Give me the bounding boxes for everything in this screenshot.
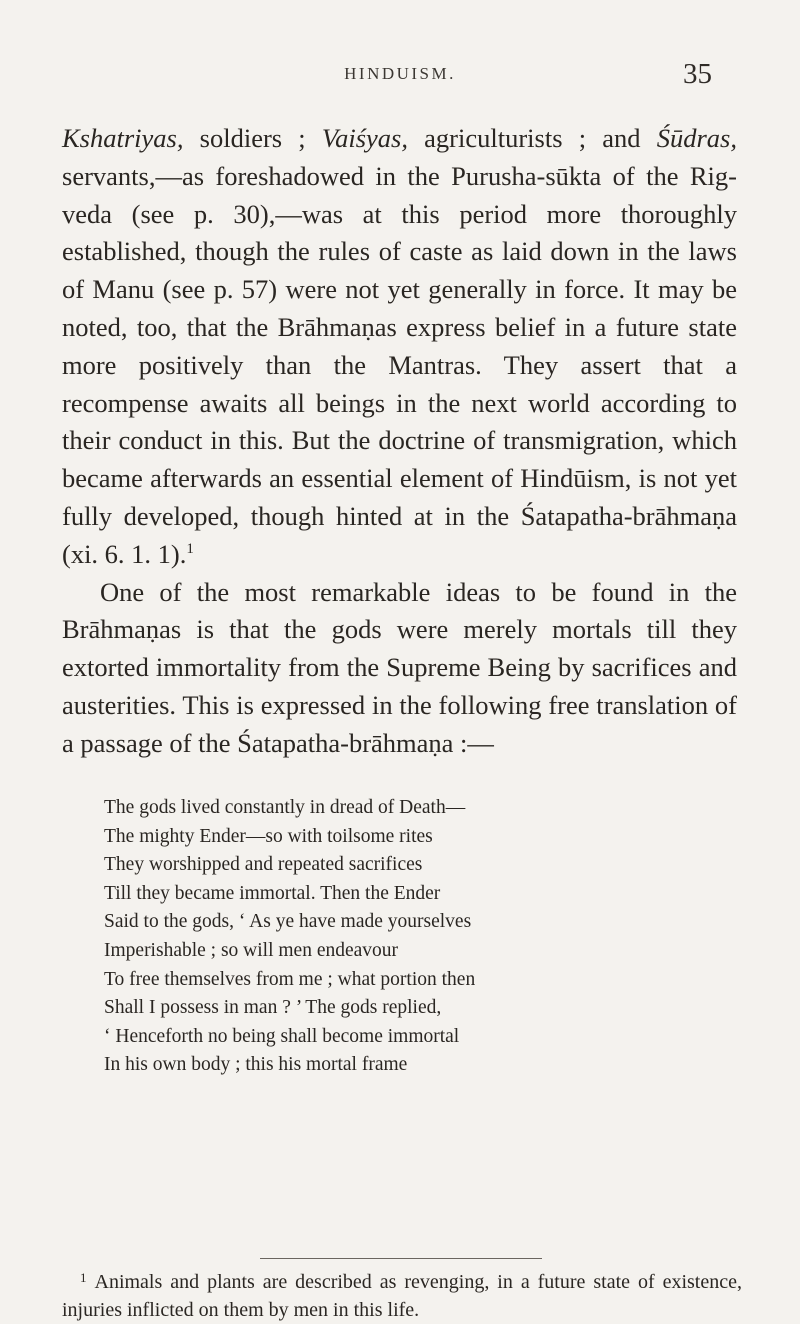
footnote-reference: 1 (186, 540, 194, 557)
verse-line: They worshipped and repeated sacrifices (104, 854, 423, 876)
term-kshatriyas: Kshatriyas, (62, 123, 184, 153)
verse-line: Till they became immortal. Then the Ender (104, 882, 441, 904)
paragraph-1-text-a: soldiers ; (183, 123, 322, 153)
paragraph-1-text-b: agriculturists ; and (407, 123, 657, 153)
verse-line: In his own body ; this his mortal frame (104, 1054, 408, 1076)
verse-line: Shall I possess in man ? ’ The gods replied, (104, 997, 442, 1019)
verse-line: To free themselves from me ; what portion then (104, 968, 476, 990)
footnote-text: Animals and plants are described as revenging, in a future state of existence, injuries inflicted on them by men in this life. (62, 1271, 742, 1321)
footnote (62, 1268, 742, 1324)
page-number: 35 (683, 58, 712, 90)
running-head (0, 58, 800, 96)
footnote-divider (260, 1258, 542, 1259)
verse-block (104, 794, 724, 1080)
paragraph-2-text: One of the most remarkable ideas to be found in the Brāhmaṇas is that the gods were merely mortals till they extorted immortality from the Supreme Being by sacrifices and austerities. This is expressed in the following free translation of a passage of the Śatapatha-brāhmaṇa :— (62, 576, 737, 758)
verse-line: Said to the gods, ‘ As ye have made yourselves (104, 911, 472, 933)
verse-line: The mighty Ender—so with toilsome rites (104, 825, 433, 847)
paragraph-1 (62, 120, 737, 574)
paragraph-1-text-c: servants,—as foreshadowed in the Purusha-sūkta of the Rig-veda (see p. 30),—was at this period more thoroughly established, though the rules of caste as laid down in the laws of Manu (see p. 57) were not yet generally in force. It may be noted, too, that the Brāhmaṇas express belief in a future state more positively than the Mantras. They assert that a recompense awaits all beings in the next world according to their conduct in this. But the doctrine of transmigration, which became afterwards an essential element of Hindūism, is not yet fully developed, though hinted at in the Śatapatha-brāhmaṇa (xi. 6. 1. 1). (62, 160, 737, 569)
term-sudras: Śūdras, (656, 123, 737, 153)
footnote-mark: 1 (80, 1270, 87, 1285)
running-title: HINDUISM. (344, 64, 456, 83)
verse-line: The gods lived constantly in dread of Death— (104, 797, 466, 818)
paragraph-2 (62, 574, 737, 763)
term-vaisyas: Vaiśyas, (321, 123, 408, 153)
verse-line: ‘ Henceforth no being shall become immortal (104, 1025, 460, 1047)
verse-line: Imperishable ; so will men endeavour (104, 939, 399, 961)
body-text (62, 120, 737, 763)
